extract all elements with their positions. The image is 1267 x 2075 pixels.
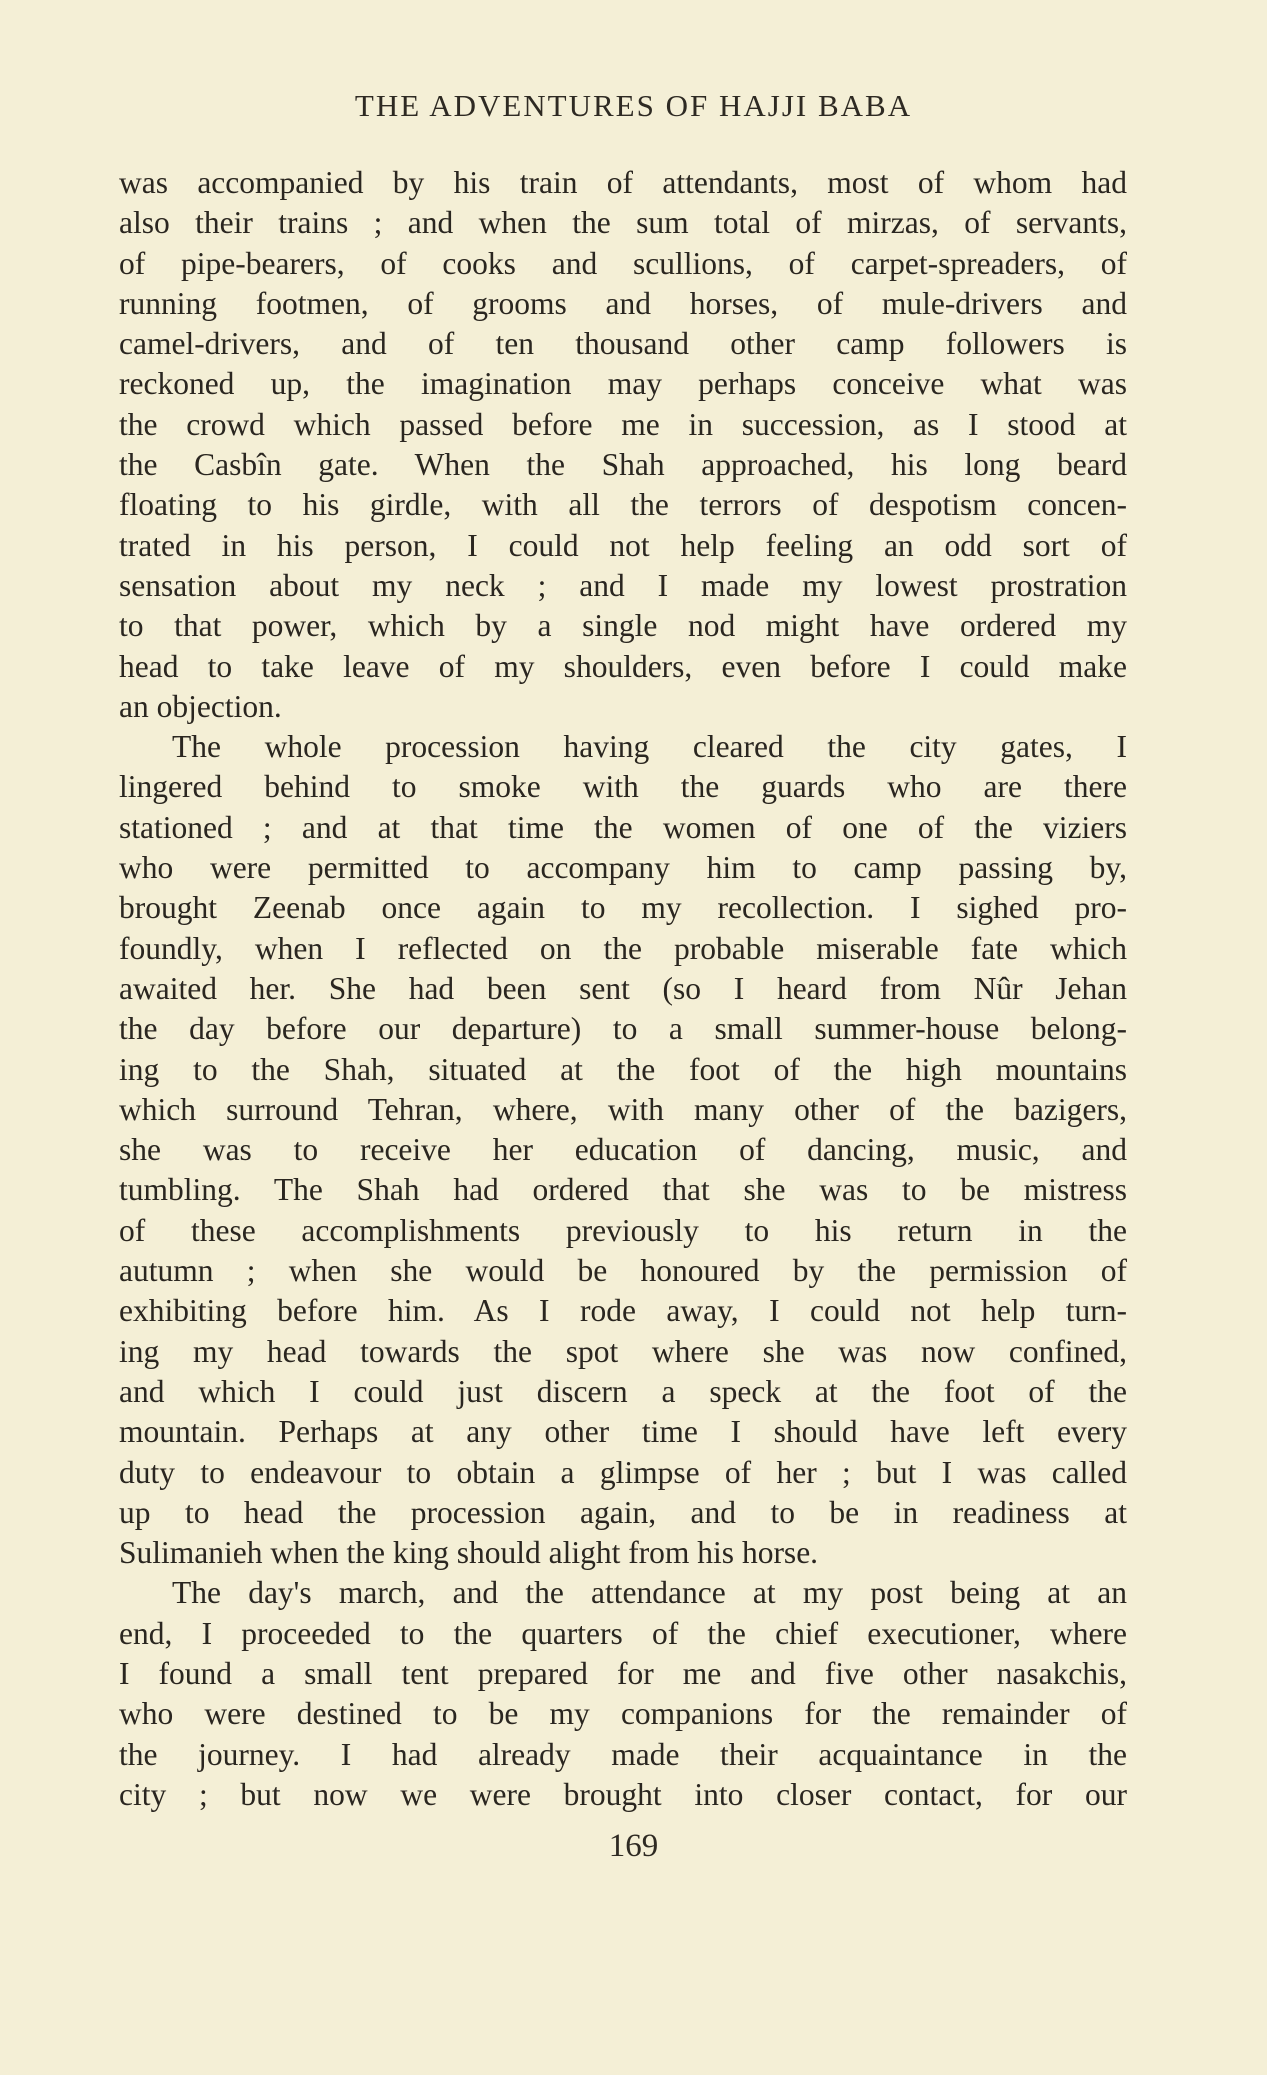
text-line: head to take leave of my shoulders, even before I could make xyxy=(119,648,1127,684)
text-line: exhibiting before him. As I rode away, I could not help turn- xyxy=(119,1293,1127,1329)
text-line: awaited her. She had been sent (so I heard from Nûr Jehan xyxy=(119,970,1127,1006)
text-line: foundly, when I reflected on the probable miserable fate which xyxy=(119,930,1127,966)
text-line: sensation about my neck ; and I made my lowest prostration xyxy=(119,567,1127,603)
body-text xyxy=(119,163,1127,1815)
text-line: running footmen, of grooms and horses, of mule-drivers and xyxy=(119,285,1127,321)
text-line: the crowd which passed before me in succession, as I stood at xyxy=(119,406,1127,442)
text-line: and which I could just discern a speck at the foot of the xyxy=(119,1373,1127,1409)
text-line: reckoned up, the imagination may perhaps conceive what was xyxy=(119,366,1127,402)
text-line: the journey. I had already made their acquaintance in the xyxy=(119,1736,1127,1772)
text-line: camel-drivers, and of ten thousand other camp followers is xyxy=(119,326,1127,362)
text-line: to that power, which by a single nod might have ordered my xyxy=(119,608,1127,644)
text-line: the Casbîn gate. When the Shah approached, his long beard xyxy=(119,447,1127,483)
text-line: stationed ; and at that time the women of one of the viziers xyxy=(119,809,1127,845)
paragraph-start-line: The day's march, and the attendance at my post being at an xyxy=(172,1575,1127,1611)
text-line: Sulimanieh when the king should alight from his horse. xyxy=(119,1535,819,1571)
paragraph-start-line: The whole procession having cleared the city gates, I xyxy=(172,729,1127,765)
text-line: which surround Tehran, where, with many other of the bazigers, xyxy=(119,1091,1127,1127)
text-line: tumbling. The Shah had ordered that she was to be mistress xyxy=(119,1172,1127,1208)
text-line: I found a small tent prepared for me and five other nasakchis, xyxy=(119,1655,1127,1691)
text-line: city ; but now we were brought into closer contact, for our xyxy=(119,1776,1127,1812)
text-line: who were permitted to accompany him to camp passing by, xyxy=(119,850,1127,886)
text-line: of these accomplishments previously to his return in the xyxy=(119,1212,1127,1248)
text-line: duty to endeavour to obtain a glimpse of her ; but I was called xyxy=(119,1454,1127,1490)
text-line: ing to the Shah, situated at the foot of the high mountains xyxy=(119,1051,1127,1087)
text-line: of pipe-bearers, of cooks and scullions, of carpet-spreaders, of xyxy=(119,245,1127,281)
text-line: the day before our departure) to a small summer-house belong- xyxy=(119,1011,1127,1047)
text-line: ing my head towards the spot where she was now confined, xyxy=(119,1333,1127,1369)
text-line: also their trains ; and when the sum total of mirzas, of servants, xyxy=(119,205,1127,241)
text-line: mountain. Perhaps at any other time I should have left every xyxy=(119,1414,1127,1450)
running-head: THE ADVENTURES OF HAJJI BABA xyxy=(354,88,913,123)
text-line: floating to his girdle, with all the terrors of despotism concen- xyxy=(119,487,1127,523)
text-line: autumn ; when she would be honoured by the permission of xyxy=(119,1253,1127,1289)
text-line: who were destined to be my companions for the remainder of xyxy=(119,1696,1127,1732)
text-line: she was to receive her education of dancing, music, and xyxy=(119,1132,1127,1168)
text-line: trated in his person, I could not help feeling an odd sort of xyxy=(119,527,1127,563)
text-line: an objection. xyxy=(119,688,282,724)
text-line: was accompanied by his train of attendants, most of whom had xyxy=(119,165,1127,200)
page-number: 169 xyxy=(608,1828,659,1864)
text-line: brought Zeenab once again to my recollection. I sighed pro- xyxy=(119,890,1127,926)
text-line: lingered behind to smoke with the guards who are there xyxy=(119,769,1127,805)
text-line: end, I proceeded to the quarters of the chief executioner, where xyxy=(119,1615,1127,1651)
text-line: up to head the procession again, and to be in readiness at xyxy=(119,1494,1127,1530)
